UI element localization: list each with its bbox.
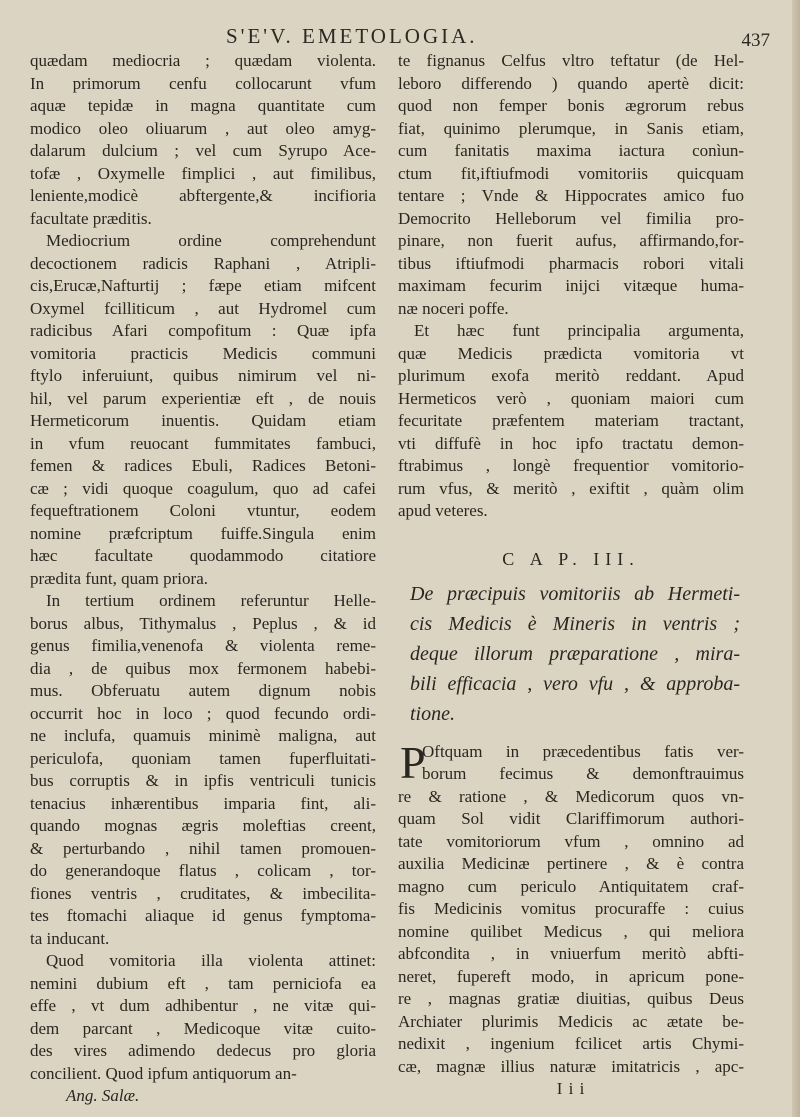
text-line: quam Sol vidit Clariffimorum authori-: [398, 809, 744, 828]
text-line: tes ftomachi aliaque id genus fymptoma-: [30, 906, 376, 925]
text-line: pinare, non fuerit aufus, affirmando,for-: [398, 231, 744, 250]
text-line: nomine præfcriptum fuiffe.Singula enim: [30, 523, 376, 543]
text-line: aquæ tepidæ in magna quantitate cum: [30, 96, 376, 115]
chapter-title-line: deque illorum præparatione , mira-: [410, 642, 740, 665]
right-column: [398, 50, 744, 1100]
text-line: auxilia Medicinæ pertinere , & è contra: [398, 854, 744, 873]
text-line: bus corruptis & in ipfis ventriculi tunicis: [30, 771, 376, 790]
text-line: nomine quilibet Medicus , qui meliora: [398, 921, 744, 941]
text-line: re , magnas gratiæ diuitias, quibus Deus: [398, 989, 744, 1008]
text-line: In tertium ordinem referuntur Helle-: [46, 591, 376, 610]
text-line: tate vomitoriorum vfum , omnino ad: [398, 831, 744, 851]
text-line: dia , de quibus mox fermonem habebi-: [30, 658, 376, 678]
text-line: quædam mediocria ; quædam violenta.: [30, 51, 376, 70]
text-line: maximam fecurim inijci vitæque huma-: [398, 276, 744, 295]
text-line: vomitoria practicis Medicis communi: [30, 343, 376, 363]
text-line: leniente,modicè abftergente,& incifioria: [30, 186, 376, 205]
text-line: tentare ; Vnde & Hippocrates amico fuo: [398, 186, 744, 205]
text-line: facultate præditis.: [30, 208, 152, 228]
text-line: cæ, magnæ illius naturæ imitatricis , apc-: [398, 1056, 744, 1076]
text-line: næ noceri poffe.: [398, 298, 509, 318]
text-line: dalarum dulcium ; vel cum Syrupo Ace-: [30, 141, 376, 160]
text-line: cis,Erucæ,Nafturtij ; fæpe etiam mifcent: [30, 276, 376, 295]
text-line: hil, vel parum experientiæ eft , de nouis: [30, 388, 376, 408]
text-line: modico oleo oliuarum , aut oleo amyg-: [30, 118, 376, 138]
text-line: quando mognas ægris moleftias creent,: [30, 816, 376, 835]
text-line: leboro differendo ) quando apertè dicit:: [398, 73, 744, 93]
text-line: Et hæc funt principalia argumenta,: [414, 321, 744, 340]
text-line: tenacius inhærentibus imparia fint, ali-: [30, 793, 376, 813]
text-line: fecuritate præfentem materiam tractant,: [398, 411, 744, 430]
text-line: Oftquam in præcedentibus fatis ver-: [422, 741, 744, 761]
text-line: plurimum exofa meritò reddant. Apud: [398, 366, 744, 385]
text-line: borum fecimus & demonftrauimus: [422, 764, 744, 783]
text-line: femen & radices Ebuli, Radices Betoni-: [30, 456, 376, 475]
chapter-title: [398, 579, 744, 729]
text-line: dem parcant , Medicoque vitæ cuito-: [30, 1018, 376, 1038]
chapter-title-line: bili efficacia , vero vfu , & approba-: [410, 672, 740, 695]
running-head: [0, 20, 800, 54]
page-number: 437: [741, 30, 770, 51]
text-line: quod non femper bonis ægrorum rebus: [398, 96, 744, 115]
text-line: nemini dubium eft , tam perniciofa ea: [30, 973, 376, 993]
text-line: Quod vomitoria illa violenta attinet:: [46, 951, 376, 970]
text-line: quæ Medicis prædicta vomitoria vt: [398, 343, 744, 363]
text-line: neret, fupereft modo, in apricum pone-: [398, 966, 744, 986]
text-line: apud veteres.: [398, 501, 488, 520]
text-line: tofæ , Oxymelle fimplici , aut fimilibus,: [30, 163, 376, 183]
text-line: In primorum cenfu collocarunt vfum: [30, 73, 376, 93]
chapter-title-line: tione.: [410, 702, 455, 725]
text-line: magno cum periculo Antiquitatem craf-: [398, 876, 744, 896]
text-line: abfcondita , in vniuerfum meritò abfti-: [398, 944, 744, 963]
chapter-heading: C A P. III.: [502, 548, 640, 569]
text-line: radicibus Afari compofitum : Quæ ipfa: [30, 321, 376, 340]
text-line: decoctionem radicis Raphani , Atripli-: [30, 253, 376, 273]
text-line: fiones ventris , cruditates, & imbecilita-: [30, 883, 376, 903]
text-line: re & ratione , & Medicorum quos vn-: [398, 786, 744, 806]
text-line: periculofa, quoniam tamen fuperfluitati-: [30, 748, 376, 768]
text-line: des vires adimendo dedecus pro gloria: [30, 1041, 376, 1060]
text-line: Archiater plurimis Medicis ac ætate be-: [398, 1011, 744, 1031]
catchword: Ang. Salæ.: [66, 1086, 140, 1105]
text-line: cum fanitatis maxima iactura conìun-: [398, 141, 744, 160]
text-line: in vfum reuocant fummitates fambuci,: [30, 433, 376, 453]
text-line: borus albus, Tithymalus , Peplus , & id: [30, 613, 376, 633]
chapter-title-line: De præcipuis vomitoriis ab Hermeti-: [410, 582, 740, 605]
text-line: ctum fit,iftiufmodi vomitoriis quicquam: [398, 163, 744, 183]
text-line: fiat, quinimo plerumque, in Sanis etiam,: [398, 118, 744, 138]
text-line: fis Medicinis vomitus procuraffe : cuius: [398, 899, 744, 918]
text-line: do generandoque flatus , colicam , tor-: [30, 861, 376, 880]
right-column-text: [398, 50, 744, 523]
text-line: nedixit , ingenium fcilicet artis Chymi-: [398, 1034, 744, 1053]
text-line: ftylo inferuiunt, quibus nimirum vel ni-: [30, 366, 376, 385]
text-line: Hermeticos verò , quoniam maiori cum: [398, 388, 744, 408]
text-line: rum vfus, & meritò , exiftit , quàm olim: [398, 478, 744, 498]
text-line: occurrit hoc in loco ; quod fecundo ordi-: [30, 703, 376, 723]
chapter-title-line: cis Medicis è Mineris in ventris ;: [410, 612, 740, 635]
text-line: concilient. Quod ipfum antiquorum an-: [30, 1063, 297, 1083]
text-line: Hermeticorum inuentis. Quidam etiam: [30, 411, 376, 430]
left-column: [30, 50, 376, 1107]
text-line: te fignanus Celfus vltro teftatur (de Hel-: [398, 51, 744, 70]
text-line: ftrabimus , longè frequentior vomitorio-: [398, 456, 744, 475]
text-line: tibus iftiufmodi pharmacis robori vitali: [398, 253, 744, 273]
text-line: Democrito Helleborum vel fimilia pro-: [398, 208, 744, 228]
text-line: & perturbando , nihil tamen promouen-: [30, 838, 376, 858]
running-title: S'E'V. EMETOLOGIA.: [226, 24, 478, 48]
text-line: Mediocrium ordine comprehendunt: [46, 231, 376, 250]
drop-cap: P: [400, 736, 426, 788]
text-line: vti diffufè in hoc ipfo tractatu demon-: [398, 433, 744, 453]
text-line: prædita funt, quam priora.: [30, 568, 208, 588]
text-line: genus fimilia,venenofa & violenta reme-: [30, 636, 376, 655]
text-line: fequeftrationem Coloni vtuntur, eodem: [30, 501, 376, 520]
text-line: cæ ; vidi quoque coagulum, quo ad cafei: [30, 478, 376, 498]
chapter-first-paragraph: [398, 736, 744, 1079]
text-line: mus. Obferuatu autem dignum nobis: [30, 681, 376, 700]
signature-mark: I i i: [556, 1079, 586, 1098]
text-line: effe , vt dum adhibentur , ne vitæ qui-: [30, 996, 376, 1015]
text-line: Oxymel fcilliticum , aut Hydromel cum: [30, 298, 376, 318]
text-line: hæc facultate quodammodo citatiore: [30, 546, 376, 565]
text-line: ta inducant.: [30, 928, 110, 948]
text-line: ne inclufa, quamuis minimè maligna, aut: [30, 726, 376, 745]
